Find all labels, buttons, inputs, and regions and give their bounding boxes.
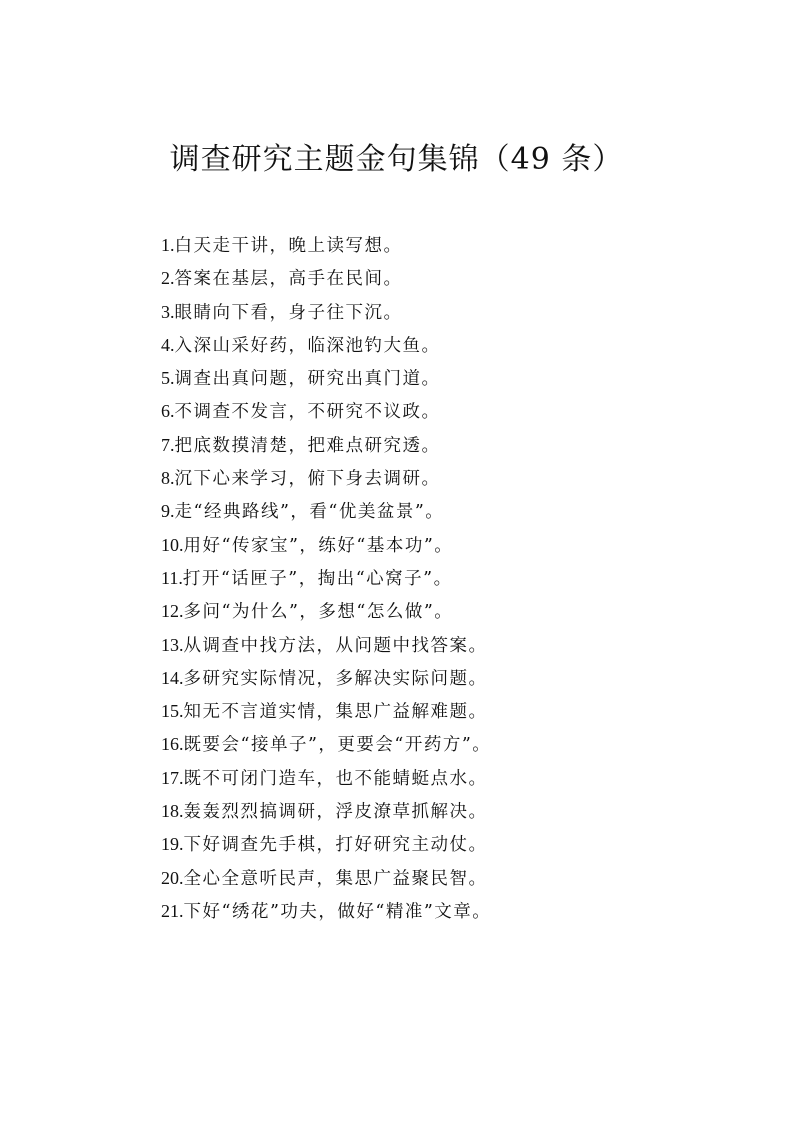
item-text: 不调查不发言，不研究不议政。	[174, 402, 441, 423]
list-item	[161, 662, 491, 695]
item-number: 14.	[161, 667, 184, 688]
item-text: 既不可闭门造车，也不能蜻蜓点水。	[183, 768, 488, 789]
list-item	[161, 529, 491, 562]
item-text: 多问“为什么”，多想“怎么做”。	[183, 602, 454, 623]
list-item	[161, 229, 491, 262]
list-item	[161, 395, 491, 428]
item-number: 7.	[161, 434, 175, 455]
item-number: 2.	[161, 268, 175, 289]
item-text: 白天走干讲，晚上读写想。	[174, 236, 403, 256]
item-number: 1.	[161, 235, 175, 255]
item-text: 答案在基层，高手在民间。	[174, 269, 403, 290]
item-text: 既要会“接单子”，更要会“开药方”。	[183, 735, 492, 756]
item-text: 多研究实际情况，多解决实际问题。	[183, 668, 488, 689]
list-item	[161, 429, 491, 462]
item-text: 轰轰烈烈搞调研，浮皮潦草抓解决。	[183, 802, 488, 823]
item-text: 走“经典路线”，看“优美盆景”。	[174, 502, 445, 523]
list-item	[161, 862, 491, 895]
item-text: 眼睛向下看，身子往下沉。	[174, 302, 403, 323]
item-text: 下好调查先手棋，打好研究主动仗。	[183, 835, 488, 856]
item-number: 10.	[161, 534, 184, 555]
list-item	[161, 296, 491, 329]
item-text: 打开“话匣子”，掏出“心窝子”。	[182, 568, 453, 589]
quote-list	[161, 229, 491, 928]
page-title: 调查研究主题金句集锦（49 条）	[169, 142, 624, 177]
item-number: 20.	[161, 867, 184, 888]
item-text: 调查出真问题，研究出真门道。	[174, 369, 441, 390]
item-text: 从调查中找方法，从问题中找答案。	[183, 635, 488, 656]
item-number: 4.	[161, 334, 175, 355]
list-item	[161, 495, 491, 528]
item-text: 入深山采好药，临深池钓大鱼。	[174, 335, 441, 356]
list-item	[161, 629, 491, 662]
item-text: 全心全意听民声，集思广益聚民智。	[183, 868, 488, 889]
item-number: 3.	[161, 301, 175, 322]
list-item	[161, 795, 491, 828]
item-number: 13.	[161, 634, 184, 655]
list-item	[161, 262, 491, 295]
item-number: 15.	[161, 701, 184, 722]
item-text: 用好“传家宝”，练好“基本功”。	[183, 535, 454, 556]
list-item	[161, 762, 491, 795]
list-item	[161, 695, 491, 728]
item-number: 12.	[161, 601, 184, 622]
item-number: 18.	[161, 801, 184, 822]
item-number: 11.	[161, 567, 183, 588]
list-item	[161, 828, 491, 861]
item-text: 把底数摸清楚，把难点研究透。	[174, 435, 441, 456]
list-item	[161, 329, 491, 362]
list-item	[161, 728, 491, 761]
item-text: 知无不言道实情，集思广益解难题。	[183, 702, 488, 723]
item-number: 9.	[161, 501, 175, 522]
item-number: 8.	[161, 468, 175, 489]
item-number: 5.	[161, 368, 175, 389]
list-item	[161, 362, 491, 395]
item-number: 6.	[161, 401, 175, 422]
item-text: 沉下心来学习，俯下身去调研。	[174, 469, 441, 490]
item-number: 19.	[161, 834, 184, 855]
item-number: 21.	[161, 900, 184, 921]
list-item	[161, 895, 491, 928]
list-item	[161, 462, 491, 495]
list-item	[161, 562, 491, 595]
list-item	[161, 595, 491, 628]
item-text: 下好“绣花”功夫，做好“精准”文章。	[183, 901, 492, 922]
item-number: 17.	[161, 767, 184, 788]
item-number: 16.	[161, 734, 184, 755]
